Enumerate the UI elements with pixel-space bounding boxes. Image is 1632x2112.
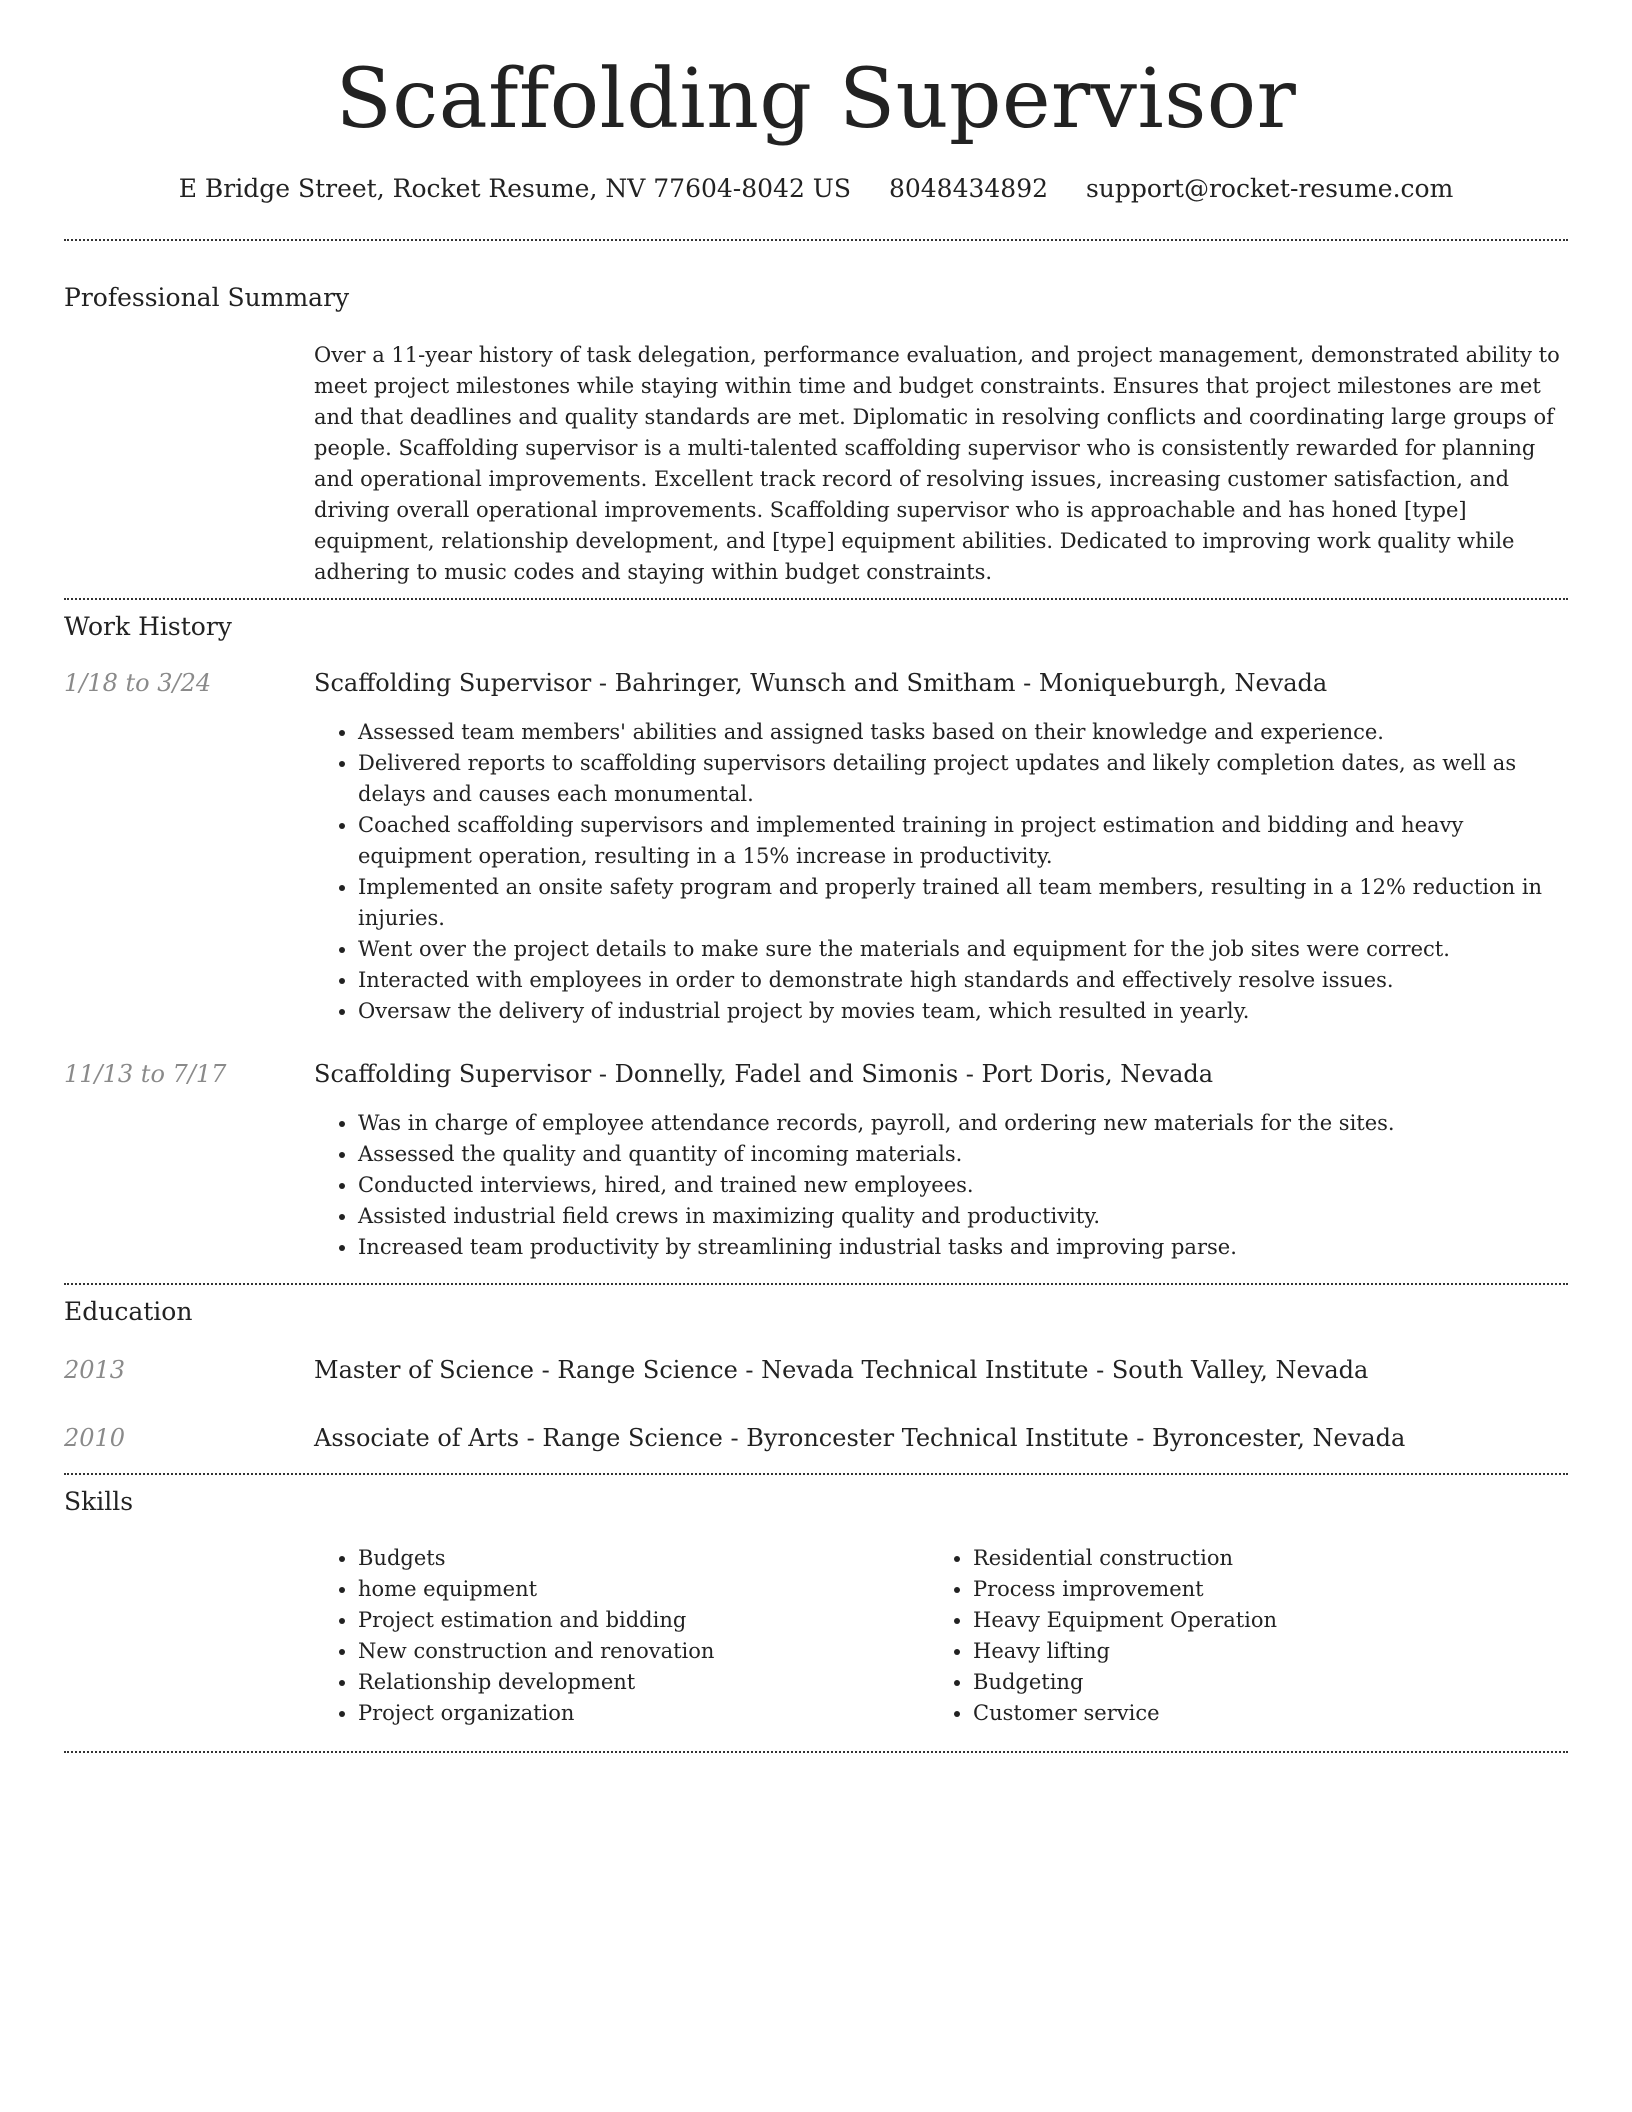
contact-email: support@rocket-resume.com: [1085, 174, 1454, 203]
job-role: Scaffolding Supervisor: [314, 1060, 592, 1088]
list-item: • Budgeting: [973, 1667, 1529, 1698]
contact-line: [64, 170, 1568, 208]
list-item: • Heavy lifting: [973, 1636, 1529, 1667]
divider: [64, 598, 1568, 600]
job-bullets: [314, 717, 1568, 1027]
job-details: - Bahringer, Wunsch and Smitham - Moniqueburgh, Nevada: [591, 669, 1328, 697]
divider: [64, 1283, 1568, 1285]
summary-text: Over a 11-year history of task delegation, performance evaluation, and project management, demonstrated ability to meet project milestones while staying within time and budget constraints. Ensures that project milestones are met and that deadlines and quality standards are met. Diplomatic in resolving conflicts and coordinating large groups of people. Scaffolding supervisor is a multi-talented scaffolding supervisor who is consistently rewarded for planning and operational improvements. Excellent track record of resolving issues, increasing customer satisfaction, and driving overall operational improvements. Scaffolding supervisor who is approachable and has honed [type] equipment, relationship development, and [type] equipment abilities. Dedicated to improving work quality while adhering to music codes and staying within budget constraints.: [314, 343, 1560, 584]
section-title-work: Work History: [64, 612, 232, 641]
list-item: • Oversaw the delivery of industrial project by movies team, which resulted in yearly.: [358, 996, 1568, 1027]
list-item: • Interacted with employees in order to demonstrate high standards and effectively resolve issues.: [358, 965, 1568, 996]
section-title-education: Education: [64, 1297, 193, 1326]
skills-list-right: [929, 1543, 1529, 1729]
resume-name: Scaffolding Supervisor: [335, 52, 1297, 147]
divider: [64, 239, 1568, 241]
contact-address: E Bridge Street, Rocket Resume, NV 77604-8042 US: [178, 174, 851, 203]
education-year: 2010: [64, 1424, 126, 1452]
list-item: • Delivered reports to scaffolding supervisors detailing project updates and likely completion dates, as well as delays and causes each monumental.: [358, 748, 1568, 810]
list-item: • Was in charge of employee attendance records, payroll, and ordering new materials for the sites.: [358, 1108, 1568, 1139]
list-item: • Heavy Equipment Operation: [973, 1605, 1529, 1636]
skills-list-left: [314, 1543, 914, 1729]
job-details: - Donnelly, Fadel and Simonis - Port Doris, Nevada: [591, 1060, 1214, 1088]
list-item: • Budgets: [358, 1543, 914, 1574]
list-item: • Assessed the quality and quantity of incoming materials.: [358, 1139, 1568, 1170]
list-item: • Conducted interviews, hired, and trained new employees.: [358, 1170, 1568, 1201]
job-bullets: [314, 1108, 1568, 1263]
list-item: • Went over the project details to make sure the materials and equipment for the job sites were correct.: [358, 934, 1568, 965]
list-item: • Increased team productivity by streamlining industrial tasks and improving parse.: [358, 1232, 1568, 1263]
list-item: • Residential construction: [973, 1543, 1529, 1574]
list-item: • Assisted industrial field crews in maximizing quality and productivity.: [358, 1201, 1568, 1232]
job-dates: 11/13 to 7/17: [64, 1060, 227, 1088]
list-item: • New construction and renovation: [358, 1636, 914, 1667]
job-title: [314, 1060, 1213, 1088]
list-item: • Coached scaffolding supervisors and implemented training in project estimation and bidding and heavy equipment operation, resulting in a 15% increase in productivity.: [358, 810, 1568, 872]
education-degree: Associate of Arts - Range Science: [314, 1424, 723, 1452]
section-title-skills: Skills: [64, 1487, 134, 1516]
list-item: • Implemented an onsite safety program and properly trained all team members, resulting in a 12% reduction in injuries.: [358, 872, 1568, 934]
job-dates: 1/18 to 3/24: [64, 669, 212, 697]
education-year: 2013: [64, 1356, 126, 1384]
education-entry: [314, 1356, 1368, 1384]
list-item: • Relationship development: [358, 1667, 914, 1698]
list-item: • Project organization: [358, 1698, 914, 1729]
list-item: • home equipment: [358, 1574, 914, 1605]
list-item: • Customer service: [973, 1698, 1529, 1729]
divider: [64, 1473, 1568, 1475]
list-item: • Process improvement: [973, 1574, 1529, 1605]
contact-phone: 8048434892: [888, 174, 1049, 203]
education-details: - Byroncester Technical Institute - Byroncester, Nevada: [722, 1424, 1406, 1452]
job-title: [314, 669, 1327, 697]
divider: [64, 1751, 1568, 1753]
education-entry: [314, 1424, 1405, 1452]
job-role: Scaffolding Supervisor: [314, 669, 592, 697]
list-item: • Assessed team members' abilities and assigned tasks based on their knowledge and experience.: [358, 717, 1568, 748]
section-title-summary: Professional Summary: [64, 283, 350, 312]
education-details: - Nevada Technical Institute - South Valley, Nevada: [737, 1356, 1369, 1384]
list-item: • Project estimation and bidding: [358, 1605, 914, 1636]
education-degree: Master of Science - Range Science: [314, 1356, 738, 1384]
